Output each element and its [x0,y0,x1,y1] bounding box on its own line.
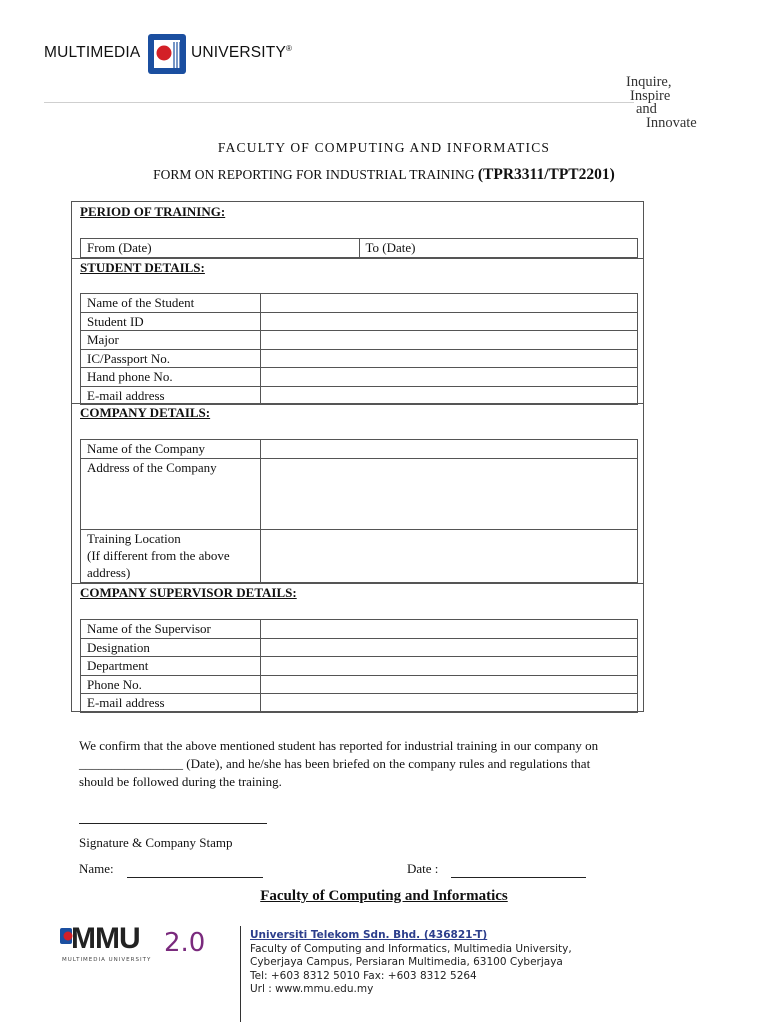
tagline-line-2: Inspire [630,87,671,104]
table-row [81,675,638,694]
student-name-label: Name of the Student [81,294,261,313]
company-heading: COMPANY DETAILS: [80,405,211,420]
footer-divider [240,926,241,1022]
course-code: (TPR3311/TPT2201) [477,166,615,183]
logo-right-text [191,44,292,62]
section-divider [72,583,643,584]
table-row [81,657,638,676]
signature-label: Signature & Company Stamp [79,835,233,850]
form-title [0,166,768,184]
supervisor-table [80,619,638,713]
training-report-form [71,201,644,712]
form-title-text: FORM ON REPORTING FOR INDUSTRIAL TRAINING [153,167,475,182]
table-row [81,529,638,582]
table-row [81,638,638,657]
from-date-label: From (Date) [87,240,152,255]
period-table [80,238,638,258]
department-label: Department [81,657,261,676]
footer-title: Faculty of Computing and Informatics [260,888,508,904]
designation-label: Designation [81,638,261,657]
confirmation-text [79,737,685,791]
training-location-line-2: (If different from the above [87,547,230,563]
student-heading: STUDENT DETAILS: [80,260,205,275]
registered-mark: ® [286,44,293,53]
major-label: Major [81,331,261,350]
training-location-line-1: Training Location [87,530,181,546]
signature-line[interactable] [79,823,267,824]
to-date-label: To (Date) [365,240,416,255]
confirmation-line-2: ________________ (Date), and he/she has been briefed on the company rules and regulations that [79,756,591,771]
phone-fax: Tel: +603 8312 5010 Fax: +603 8312 5264 [250,969,477,982]
passport-field[interactable] [261,349,638,368]
passport-label: IC/Passport No. [81,349,261,368]
mmu-logo-text: MMU [71,922,140,955]
period-heading: PERIOD OF TRAINING: [80,204,226,219]
handphone-label: Hand phone No. [81,368,261,387]
date-label: Date : [407,861,439,876]
table-row [81,458,638,529]
table-row [81,386,638,405]
logo-right-label: UNIVERSITY [191,44,287,61]
company-registration: Universiti Telekom Sdn. Bhd. (436821-T) [250,929,488,941]
company-address-field[interactable] [261,458,638,529]
designation-field[interactable] [261,638,638,657]
header-rule [44,102,634,103]
company-name-field[interactable] [261,440,638,459]
handphone-field[interactable] [261,368,638,387]
student-email-label: E-mail address [81,386,261,405]
section-divider [72,258,643,259]
faculty-heading: FACULTY OF COMPUTING AND INFORMATICS [217,140,551,155]
phone-field[interactable] [261,675,638,694]
table-row [81,331,638,350]
training-location-line-3: address) [87,564,131,580]
section-divider [72,403,643,404]
student-table [80,293,638,405]
table-row [81,349,638,368]
student-id-label: Student ID [81,312,261,331]
confirmation-line-3: should be followed during the training. [79,774,282,789]
mmu-logo-subtitle: MULTIMEDIA UNIVERSITY [62,957,152,963]
company-address-label: Address of the Company [81,458,261,529]
supervisor-name-field[interactable] [261,620,638,639]
phone-label: Phone No. [81,675,261,694]
training-location-label [81,529,261,582]
company-table [80,439,638,583]
department-field[interactable] [261,657,638,676]
company-name-label: Name of the Company [81,440,261,459]
supervisor-name-label: Name of the Supervisor [81,620,261,639]
confirmation-line-1: We confirm that the above mentioned student has reported for industrial training in our company on [79,738,599,753]
tagline-line-1: Inquire, [626,74,672,90]
supervisor-email-label: E-mail address [81,694,261,713]
address-line-1: Faculty of Computing and Informatics, Multimedia University, [250,942,572,955]
tagline-line-4: Innovate [646,114,697,131]
supervisor-heading: COMPANY SUPERVISOR DETAILS: [80,585,297,600]
table-row [81,312,638,331]
table-row [81,440,638,459]
address-line-2: Cyberjaya Campus, Persiaran Multimedia, 63100 Cyberjaya [250,956,563,969]
major-field[interactable] [261,331,638,350]
table-row [81,694,638,713]
name-field[interactable] [127,877,263,878]
logo-emblem-icon [144,30,190,78]
to-date-field[interactable] [359,239,638,258]
contact-block [250,929,572,997]
student-id-field[interactable] [261,312,638,331]
date-field[interactable] [451,877,586,878]
supervisor-email-field[interactable] [261,694,638,713]
tagline [624,76,697,130]
table-row [81,620,638,639]
student-name-field[interactable] [261,294,638,313]
tagline-line-3: and [636,101,657,117]
student-email-field[interactable] [261,386,638,405]
table-row [81,368,638,387]
website-link[interactable]: Url : www.mmu.edu.my [250,983,374,996]
mmu-logo-version: 2.0 [164,928,206,958]
name-label: Name: [79,861,114,876]
table-row [81,294,638,313]
logo-left-text: MULTIMEDIA [44,44,141,61]
training-location-field[interactable] [261,529,638,582]
from-date-field[interactable] [81,239,360,258]
